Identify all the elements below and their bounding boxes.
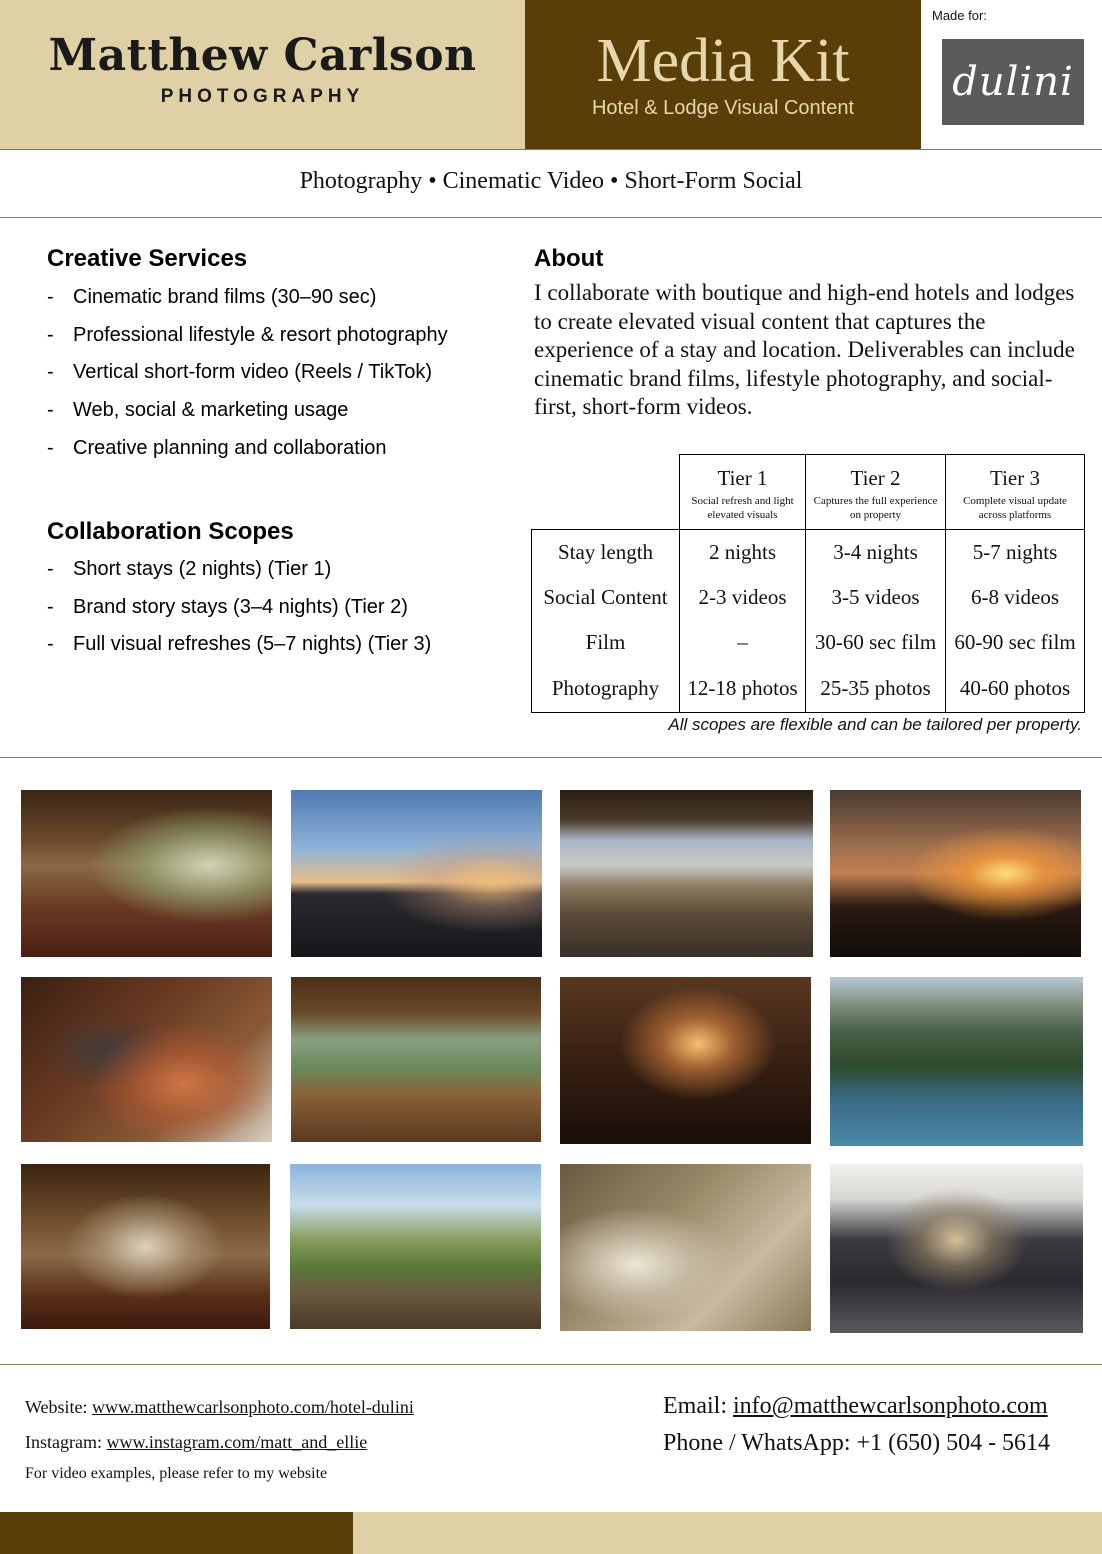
list-item: - Vertical short-form video (Reels / TikTok) — [47, 361, 432, 384]
client-logo — [942, 39, 1084, 125]
photo-tent-deck-sunset — [291, 790, 542, 957]
table-note: All scopes are flexible and can be tailored per property. — [668, 715, 1082, 734]
photo-coastal-resort — [830, 977, 1083, 1146]
list-item: - Short stays (2 nights) (Tier 1) — [47, 558, 332, 580]
row-label: Film — [532, 620, 680, 665]
footer-bar-dark — [0, 1512, 353, 1554]
photo-terrace-sunset — [830, 790, 1081, 957]
instagram-line — [25, 1432, 367, 1453]
media-kit-subtitle: Hotel & Lodge Visual Content — [591, 97, 855, 119]
header — [0, 0, 1102, 150]
photo-firepit-deck — [560, 790, 813, 957]
table-cell: 5-7 nights — [946, 530, 1085, 575]
video-note: For video examples, please refer to my website — [25, 1465, 328, 1482]
photo-bathtub-towels — [560, 1164, 811, 1331]
photo-canopy-bedroom — [21, 1164, 270, 1329]
divider — [0, 149, 1102, 150]
tier-2-header: Tier 2 Captures the full experience on property — [806, 455, 946, 530]
table-cell: 40-60 photos — [946, 665, 1085, 713]
scopes-list — [47, 558, 431, 671]
table-cell: 30-60 sec film — [806, 620, 946, 665]
list-item: - Web, social & marketing usage — [47, 399, 349, 422]
divider — [0, 217, 1102, 218]
instagram-label: Instagram: — [25, 1432, 102, 1452]
table-cell: 2 nights — [680, 530, 806, 575]
website-line — [25, 1397, 414, 1418]
table-cell: 12-18 photos — [680, 665, 806, 713]
photo-lodge-deck-view — [291, 977, 541, 1142]
phone-number: +1 (650) 504 - 5614 — [856, 1430, 1051, 1456]
table-row — [532, 620, 1085, 665]
divider — [0, 757, 1102, 758]
list-item: - Brand story stays (3–4 nights) (Tier 2) — [47, 595, 408, 618]
photo-food-prep — [21, 977, 272, 1142]
photo-lodge-lounge — [21, 790, 272, 957]
brand-subtitle: PHOTOGRAPHY — [160, 86, 365, 107]
list-item: - Cinematic brand films (30–90 sec) — [47, 286, 377, 308]
tiers-table — [531, 454, 1085, 713]
phone-line — [663, 1430, 1050, 1457]
media-kit-title: Media Kit — [596, 27, 850, 95]
divider — [0, 1364, 1102, 1365]
instagram-link[interactable]: www.instagram.com/matt_and_ellie — [106, 1432, 368, 1452]
services-list — [47, 286, 448, 474]
made-for-label: Made for: — [932, 8, 987, 23]
list-item: - Professional lifestyle & resort photography — [47, 323, 448, 346]
tagline: Photography • Cinematic Video • Short-Form Social — [299, 168, 803, 194]
table-cell: – — [680, 620, 806, 665]
table-row — [532, 530, 1085, 575]
table-cell: 25-35 photos — [806, 665, 946, 713]
list-item: - Full visual refreshes (5–7 nights) (Tier 3) — [47, 633, 432, 656]
brand-logo — [0, 0, 525, 150]
about-title: About — [534, 245, 604, 272]
media-kit-banner — [525, 0, 921, 150]
table-cell: 3-5 videos — [806, 575, 946, 620]
table-cell: 3-4 nights — [806, 530, 946, 575]
brand-name: Matthew Carlson — [48, 30, 477, 81]
about-text: I collaborate with boutique and high-end hotels and lodges to create elevated visual content that captures the experience of a stay and location. Deliverables can include cinematic brand films, lifestyle photography, and social-first, short-form videos. — [534, 280, 1075, 419]
list-item: - Creative planning and collaboration — [47, 436, 387, 459]
row-label: Photography — [532, 665, 680, 713]
photo-savanna-deck — [290, 1164, 541, 1329]
photo-dining-silhouettes — [560, 977, 811, 1144]
table-cell: 2-3 videos — [680, 575, 806, 620]
table-cell: 6-8 videos — [946, 575, 1085, 620]
scopes-title: Collaboration Scopes — [47, 518, 294, 545]
phone-label: Phone / WhatsApp: — [663, 1430, 851, 1456]
email-link[interactable]: info@matthewcarlsonphoto.com — [732, 1393, 1048, 1419]
row-label: Social Content — [532, 575, 680, 620]
email-label: Email: — [663, 1393, 727, 1419]
table-row — [532, 665, 1085, 713]
tier-3-header: Tier 3 Complete visual update across platforms — [946, 455, 1085, 530]
table-cell: 60-90 sec film — [946, 620, 1085, 665]
table-row — [532, 575, 1085, 620]
table-corner — [532, 455, 680, 530]
client-logo-text: dulini — [952, 59, 1074, 105]
services-title: Creative Services — [47, 245, 248, 272]
footer-bar-light — [353, 1512, 1102, 1554]
website-label: Website: — [25, 1397, 88, 1417]
table-header-row — [532, 455, 1085, 530]
photo-resort-entrance — [830, 1164, 1083, 1333]
row-label: Stay length — [532, 530, 680, 575]
tier-1-header: Tier 1 Social refresh and light elevated visuals — [680, 455, 806, 530]
website-link[interactable]: www.matthewcarlsonphoto.com/hotel-dulini — [92, 1397, 414, 1417]
email-line — [663, 1393, 1048, 1420]
